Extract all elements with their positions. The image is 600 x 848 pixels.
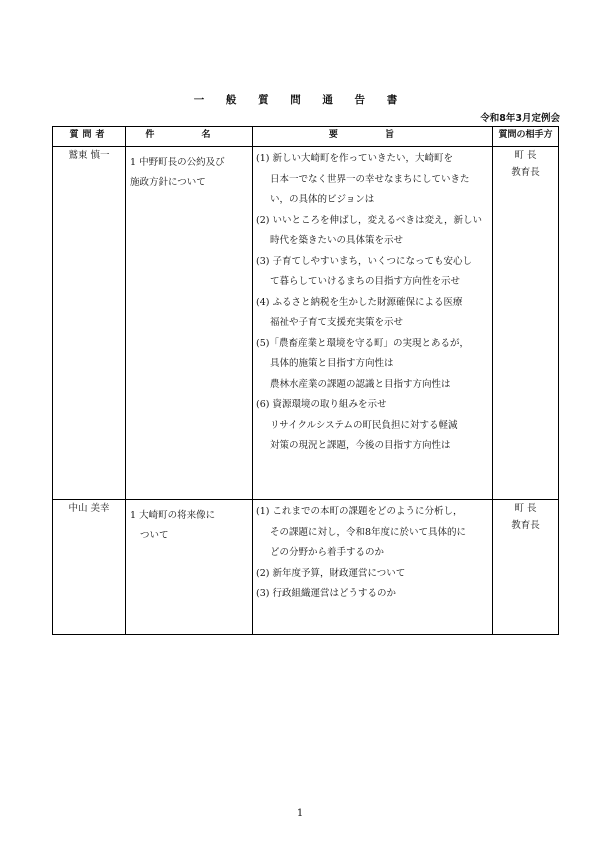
respondent-education-chief: 教育長: [511, 520, 540, 531]
subject-cell: [126, 147, 253, 500]
gist-line: 農林水産業の課題の認識と目指す方向性は: [270, 378, 451, 390]
gist-line: 具体的施策と目指す方向性は: [270, 358, 394, 369]
gist-line: 時代を築きたいの具体策を示せ: [270, 235, 404, 246]
page-number: 1: [296, 808, 304, 819]
gist-line: て暮らしていけるまちの目指す方向性を示せ: [270, 276, 461, 287]
header-subject: 件 名: [126, 127, 253, 147]
gist-line: リサイクルシステムの町民負担に対する軽減: [270, 419, 458, 431]
table-row: [53, 500, 559, 635]
gist-line: い，の具体的ビジョンは: [270, 194, 375, 205]
respondent-mayor: 町 長: [514, 503, 537, 514]
meeting-label: 令和8年3月定例会: [480, 113, 560, 124]
gist-cell: [253, 500, 493, 635]
gist-line: (3) 子育てしやすいまち，いくつになっても安心し: [256, 255, 472, 267]
gist-line: 日本一でなく世界一の幸せなまちにしていきた: [270, 173, 470, 185]
header-questioner: 質問者: [53, 127, 126, 147]
subject-line: 施政方針について: [130, 177, 206, 188]
respondent-cell: [493, 500, 559, 635]
gist-line: (2) いいところを伸ばし，変えるべきは変え，新しい: [256, 214, 483, 226]
header-row: [53, 127, 559, 147]
respondent-education-chief: 教育長: [511, 167, 540, 178]
questioner-name: 中山 美幸: [53, 500, 126, 635]
subject-line: 1 中野町長の公約及び: [130, 157, 225, 168]
respondent-mayor: 町 長: [514, 150, 537, 161]
gist-line: (3) 行政組織運営はどうするのか: [256, 588, 396, 599]
gist-line: (1) 新しい大崎町を作っていきたい，大崎町を: [256, 153, 453, 164]
header-gist: 要 旨: [253, 127, 493, 147]
gist-line: その課題に対し，令和8年度に於いて具体的に: [270, 526, 467, 538]
subject-line: 1 大崎町の将来像に: [130, 510, 216, 521]
gist-line: (5)「農畜産業と環境を守る町」の実現とあるが，: [256, 337, 469, 349]
subject-line: ついて: [140, 530, 169, 541]
notice-table: [52, 126, 559, 635]
gist-cell: [253, 147, 493, 500]
gist-line: (2) 新年度予算，財政運営について: [256, 567, 406, 579]
document-title: 一 般 質 問 通 告 書: [193, 94, 407, 106]
gist-line: (4) ふるさと納税を生かした財源確保による医療: [256, 296, 463, 308]
table-row: [53, 147, 559, 500]
header-respondent: 質問の相手方: [493, 127, 559, 147]
questioner-name: 鷲東 慎一: [53, 147, 126, 500]
gist-line: 対策の現況と課題，今後の目指す方向性は: [270, 440, 451, 451]
gist-line: どの分野から着手するのか: [270, 547, 385, 558]
gist-line: (1) これまでの本町の課題をどのように分析し，: [256, 506, 463, 517]
gist-line: 福祉や子育て支援充実策を示せ: [270, 317, 404, 328]
gist-line: (6) 資源環境の取り組みを示せ: [256, 399, 387, 410]
subject-cell: [126, 500, 253, 635]
respondent-cell: [493, 147, 559, 500]
